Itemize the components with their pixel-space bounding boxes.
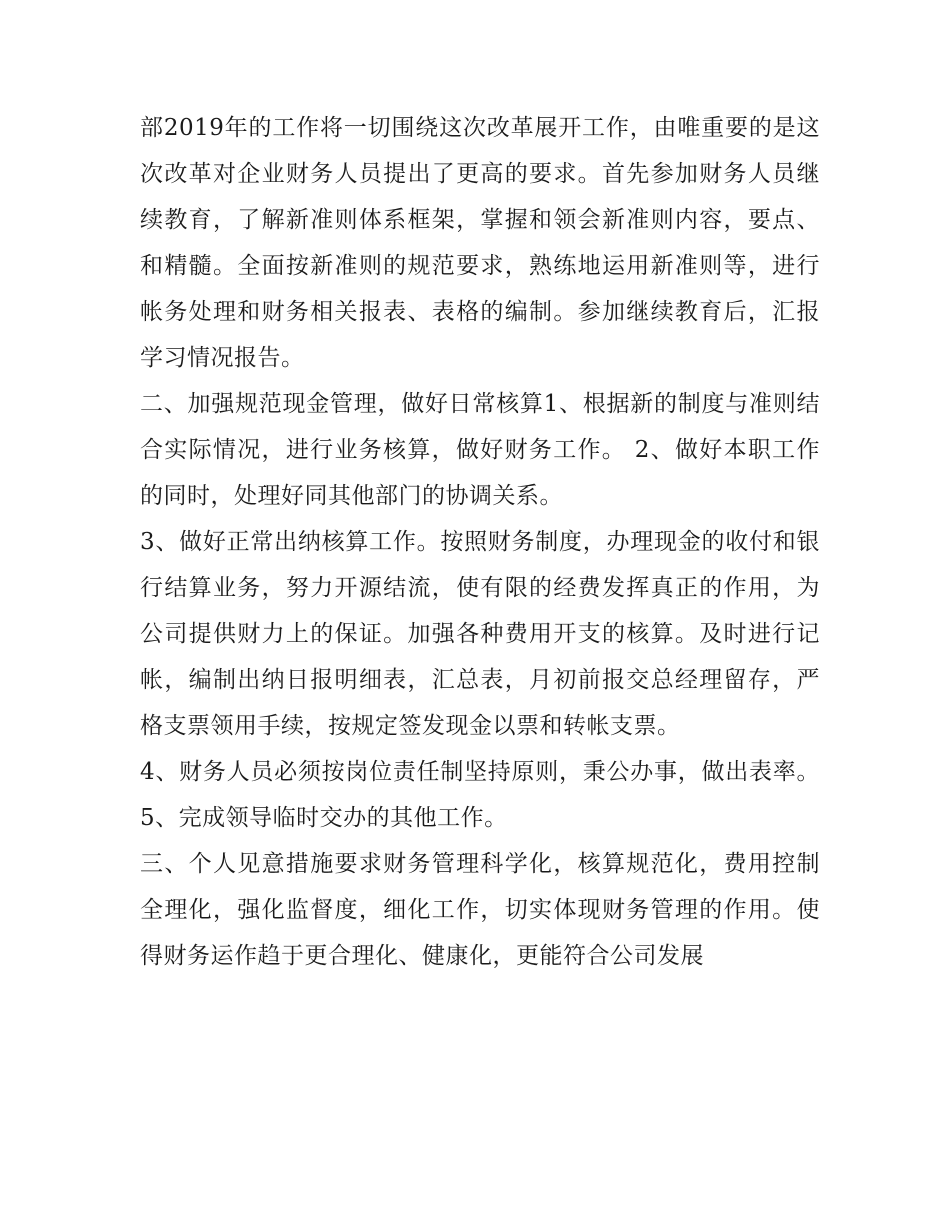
document-body <box>140 105 820 979</box>
paragraph-item-three: 3、做好正常出纳核算工作。按照财务制度，办理现金的收付和银行结算业务，努力开源结流，使有限的经费发挥真正的作用，为公司提供财力上的保证。加强各种费用开支的核算。及时进行记帐，编制出纳日报明细表，汇总表，月初前报交总经理留存，严格支票领用手续，按规定签发现金以票和转帐支票。 <box>140 529 820 739</box>
paragraph-section-two: 二、加强规范现金管理，做好日常核算1、根据新的制度与准则结合实际情况，进行业务核算，做好财务工作。 2、做好本职工作的同时，处理好同其他部门的协调关系。 <box>140 391 820 509</box>
paragraph-section-three: 三、个人见意措施要求财务管理科学化，核算规范化，费用控制全理化，强化监督度，细化工作，切实体现财务管理的作用。使得财务运作趋于更合理化、健康化，更能符合公司发展 <box>140 851 820 969</box>
paragraph-continuation: 部2019年的工作将一切围绕这次改革展开工作，由唯重要的是这次改革对企业财务人员提出了更高的要求。首先参加财务人员继续教育，了解新准则体系框架，掌握和领会新准则内容，要点、和精髓。全面按新准则的规范要求，熟练地运用新准则等，进行帐务处理和财务相关报表、表格的编制。参加继续教育后，汇报学习情况报告。 <box>140 115 820 371</box>
paragraph-item-four: 4、财务人员必须按岗位责任制坚持原则，秉公办事，做出表率。 5、完成领导临时交办的其他工作。 <box>140 759 820 831</box>
